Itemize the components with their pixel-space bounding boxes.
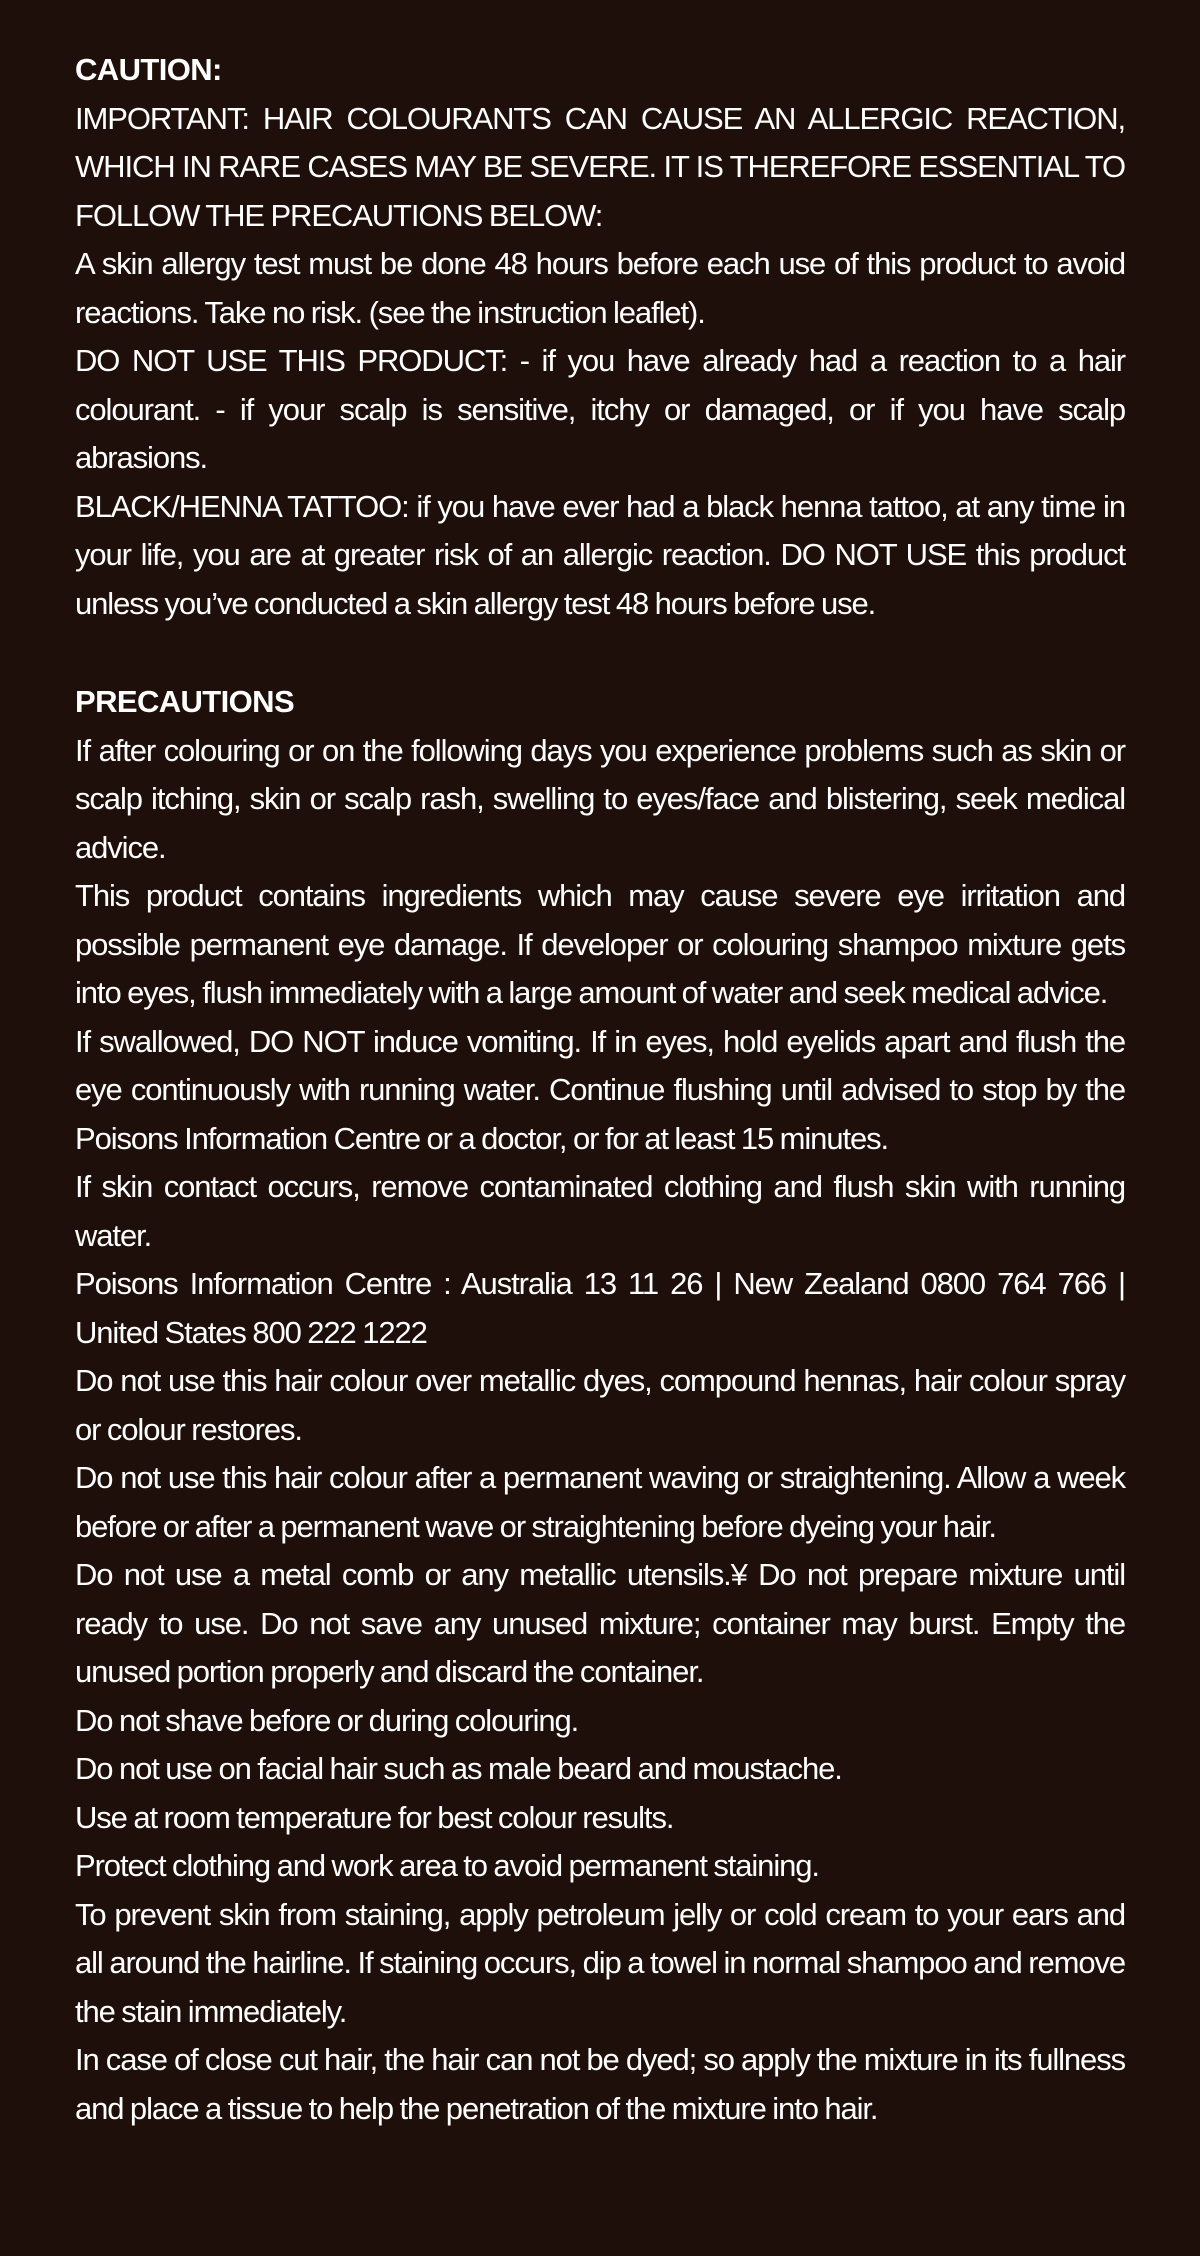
section-spacer — [75, 628, 1125, 678]
precautions-heading: PRECAUTIONS — [75, 684, 295, 719]
caution-heading: CAUTION: — [75, 52, 222, 87]
precaution-paragraph: Do not use on facial hair such as male beard and moustache. — [75, 1751, 842, 1786]
precaution-paragraph: If after colouring or on the following days you experience problems such as skin or scalp itching, skin or scalp rash, swelling to eyes/face and blistering, seek medical advice. — [75, 732, 1125, 865]
precautions-section — [75, 678, 1125, 2133]
poisons-centre-contacts: Poisons Information Centre : Australia 13 11 26 | New Zealand 0800 764 766 | United States 800 222 1222 — [75, 1266, 1125, 1350]
precaution-paragraph: Do not shave before or during colouring. — [75, 1702, 579, 1738]
precaution-paragraph: Use at room temperature for best colour results. — [75, 1799, 674, 1835]
precaution-paragraph: Do not use this hair colour after a permanent waving or straightening. Allow a week before or after a permanent wave or straightening before dyeing your hair. — [75, 1460, 1125, 1544]
precaution-paragraph: This product contains ingredients which may cause severe eye irritation and possible permanent eye damage. If developer or colouring shampoo mixture gets into eyes, flush immediately with a large amount of water and seek medical advice. — [75, 878, 1125, 1010]
precaution-paragraph: To prevent skin from staining, apply petroleum jelly or cold cream to your ears and all around the hairline. If staining occurs, dip a towel in normal shampoo and remove the stain immediately. — [75, 1896, 1125, 2029]
precaution-paragraph: If skin contact occurs, remove contaminated clothing and flush skin with running water. — [75, 1169, 1125, 1253]
caution-paragraph-allergy-test: A skin allergy test must be done 48 hours before each use of this product to avoid reactions. Take no risk. (see the instruction leaflet). — [75, 246, 1125, 330]
label-text-panel — [75, 46, 1125, 2133]
caution-paragraph-henna-tattoo: BLACK/HENNA TATTOO: if you have ever had a black henna tattoo, at any time in your life, you are at greater risk of an allergic reaction. DO NOT USE this product unless you’ve conducted a skin allergy test 48 hours before use. — [75, 488, 1125, 621]
precaution-paragraph: Protect clothing and work area to avoid permanent staining. — [75, 1848, 819, 1883]
caution-paragraph-important: IMPORTANT: HAIR COLOURANTS CAN CAUSE AN ALLERGIC REACTION, WHICH IN RARE CASES MAY BE SEVERE. IT IS THEREFORE ESSENTIAL TO FOLLOW THE PRECAUTIONS BELOW: — [75, 100, 1125, 233]
precaution-paragraph: If swallowed, DO NOT induce vomiting. If in eyes, hold eyelids apart and flush the eye continuously with running water. Continue flushing until advised to stop by the Poisons Information Centre or a doctor, or for at least 15 minutes. — [75, 1023, 1125, 1156]
precaution-paragraph: In case of close cut hair, the hair can not be dyed; so apply the mixture in its fullness and place a tissue to help the penetration of the mixture into hair. — [75, 2042, 1125, 2126]
precaution-paragraph: Do not use a metal comb or any metallic utensils.¥ Do not prepare mixture until ready to use. Do not save any unused mixture; container may burst. Empty the unused portion properly and discard the container. — [75, 1557, 1125, 1689]
caution-paragraph-do-not-use: DO NOT USE THIS PRODUCT: - if you have already had a reaction to a hair colourant. - if your scalp is sensitive, itchy or damaged, or if you have scalp abrasions. — [75, 343, 1125, 475]
precaution-paragraph: Do not use this hair colour over metallic dyes, compound hennas, hair colour spray or colour restores. — [75, 1363, 1125, 1447]
caution-section — [75, 46, 1125, 628]
